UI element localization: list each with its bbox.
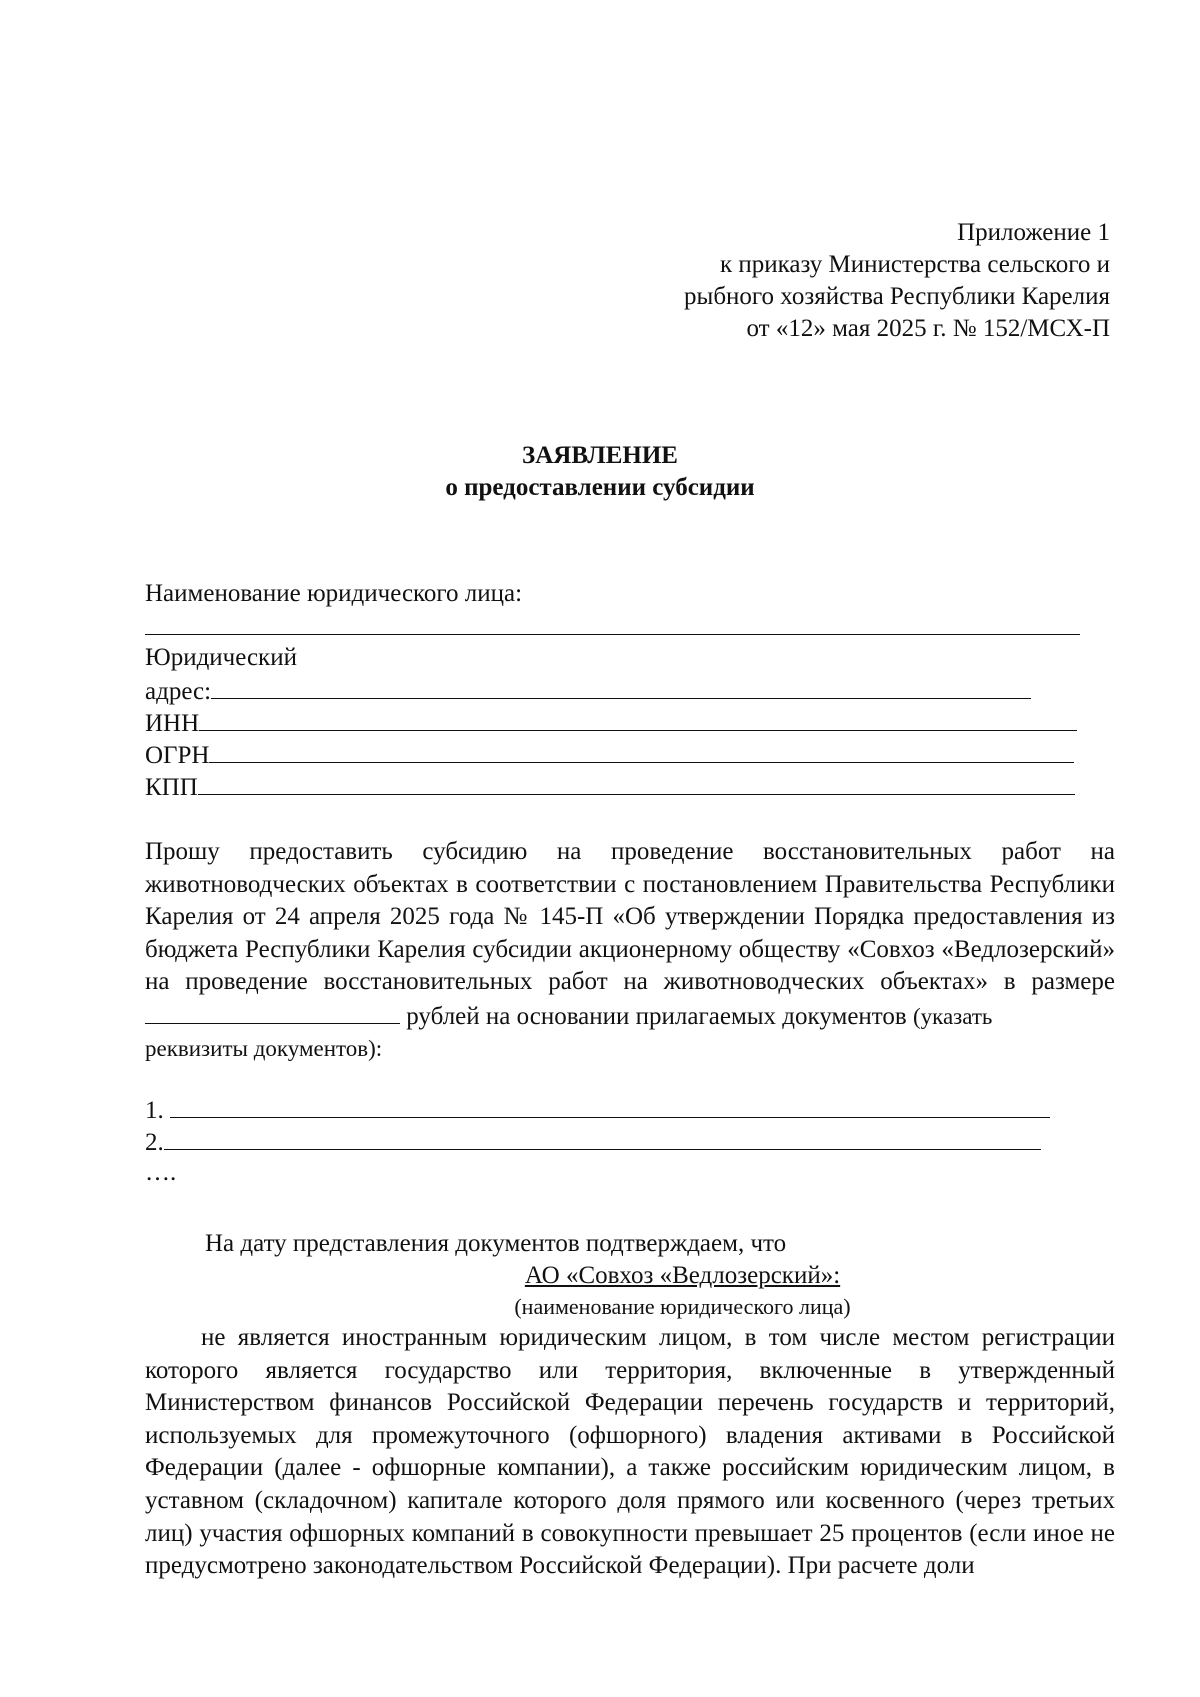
title-main: ЗАЯВЛЕНИЕ (522, 442, 678, 469)
address-field[interactable] (211, 674, 1031, 699)
address-label-2: адрес: (145, 678, 212, 705)
inn-label: ИНН (145, 710, 200, 737)
appendix-line-1: Приложение 1 (957, 219, 1110, 246)
doc-item-2-field[interactable] (164, 1125, 1041, 1150)
request-paragraph (145, 836, 1115, 1066)
inn-field[interactable] (199, 706, 1077, 731)
doc-item-1-field[interactable] (170, 1093, 1050, 1118)
confirm-org-name-row (145, 1260, 1115, 1292)
ogrn-label: ОГРН (145, 742, 210, 769)
address-row (145, 674, 1115, 706)
request-text (145, 836, 1115, 1033)
org-name-label: Наименование юридического лица: (145, 580, 523, 607)
appendix-line-2: к приказу Министерства сельского и (719, 251, 1110, 278)
document-title (0, 440, 1200, 504)
appendix-line-4: от «12» мая 2025 г. № 152/МСХ-П (746, 315, 1110, 342)
doc-ellipsis: …. (145, 1159, 177, 1186)
ogrn-row (145, 738, 1115, 770)
org-name-label-row (145, 578, 1115, 610)
appendix-line-3: рыбного хозяйства Республики Карелия (684, 283, 1110, 310)
doc-item-1-number: 1. (145, 1097, 164, 1124)
doc-item-2-number: 2. (145, 1129, 164, 1156)
confirm-intro: На дату представления документов подтверждаем, что (205, 1230, 787, 1257)
documents-list (145, 1093, 1115, 1189)
request-amount-suffix: рублей на основании прилагаемых документов (406, 1002, 907, 1030)
kpp-row (145, 770, 1115, 802)
doc-item-1 (145, 1093, 1115, 1125)
doc-item-2 (145, 1125, 1115, 1157)
confirm-org-name: АО «Совхоз «Ведлозерский»: (524, 1262, 841, 1289)
kpp-label: КПП (145, 774, 198, 801)
amount-field[interactable] (145, 999, 400, 1024)
applicant-fields (145, 578, 1115, 802)
org-name-field[interactable] (145, 610, 1080, 635)
org-name-row (145, 610, 1115, 642)
title-sub: о предоставлении субсидии (445, 474, 755, 501)
address-label-1: Юридический (145, 644, 297, 671)
confirmation-section (145, 1228, 1115, 1583)
request-note-close: реквизиты документов): (145, 1036, 383, 1061)
request-main-text: Прошу предоставить субсидию на проведение восстановительных работ на животноводческих объектах в соответствии с постановлением Правительства Республики Карелия от 24 апреля 2025 года № 145-П «Об утверждении Порядка предоставления из бюджета Республики Карелия субсидии акционерному обществу «Совхоз «Ведлозерский» на проведение восстановительных работ на животноводческих объектах» в размере (145, 838, 1115, 995)
kpp-field[interactable] (198, 770, 1075, 795)
address-label-row (145, 642, 1115, 674)
ogrn-field[interactable] (209, 738, 1074, 763)
confirm-body: не является иностранным юридическим лицом, в том числе местом регистрации которого является государство или территория, включенные в утвержденный Министерством финансов Российской Федерации перечень государств и территорий, используемых для промежуточного (офшорного) владения активами в Российской Федерации (далее - офшорные компании), а также российским юридическим лицом, в уставном (складочном) капитале которого доля прямого или косвенного (через третьих лиц) участия офшорных компаний в совокупности превышает 25 процентов (если иное не предусмотрено законодательством Российской Федерации). При расчете доли (145, 1324, 1115, 1580)
confirm-org-caption: (наименование юридического лица) (514, 1294, 851, 1319)
inn-row (145, 706, 1115, 738)
appendix-header (590, 217, 1110, 345)
request-note-open: (указать (912, 1003, 993, 1029)
